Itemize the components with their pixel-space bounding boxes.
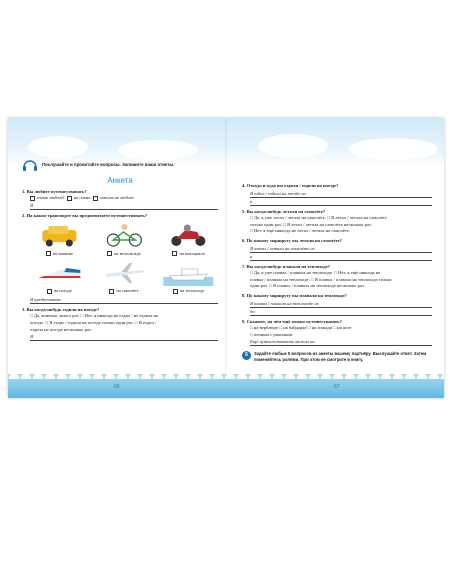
answer-line[interactable]: Я летал / летала на самолёте из <box>250 246 432 253</box>
answer-line[interactable]: Я предпочитаю <box>30 297 218 304</box>
headphones-icon <box>22 158 38 172</box>
q9-option-line: □ пешком с рюкзаком <box>250 331 293 337</box>
answer-line[interactable]: Ещё путешествовать можно на <box>250 339 432 346</box>
checkbox[interactable] <box>172 251 177 256</box>
page-number-right: 67 <box>334 384 340 390</box>
checkbox[interactable] <box>173 289 178 294</box>
sea-footer <box>8 374 444 398</box>
motorcycle-icon <box>159 222 218 248</box>
airplane-icon <box>95 260 154 286</box>
q1-options: очень люблю! не очень совсем не люблю <box>30 195 218 202</box>
question-7: 7. Вы когда-нибудь плавали на теплоходе? <box>242 263 331 269</box>
answer-line[interactable]: Я ездил / ездила на поезде из <box>250 191 432 198</box>
checkbox[interactable] <box>46 251 51 256</box>
question-8: 8. По какому маршруту вы плавали на теплоходе? <box>242 292 347 298</box>
answer-line[interactable]: Я <box>30 334 218 341</box>
instruction-row <box>22 158 218 172</box>
answer-line[interactable]: Я плавал / плавала на теплоходе из <box>250 301 432 308</box>
q3-option-line: □ Да, конечно, много раз. □ Нет, я никогда не ездил / не ездила на <box>30 313 159 319</box>
q9-option-line: □ на верблюде □ на байдарке □ на лошади □ на яхте <box>250 325 352 331</box>
task-text: Задайте любые 5 вопросов из анкеты вашему партнёру. Выслушайте ответ. Затем поменяйтесь ролями. При этом не смотрите в книгу. <box>254 351 427 362</box>
instruction-text: Послушайте и прочитайте вопросы. Запишите ваши ответы. <box>42 161 175 167</box>
q5-option-line: □ Нет, я ещё никогда не летал / летала на самолёте. <box>250 228 351 234</box>
right-page <box>242 180 432 362</box>
answer-line[interactable]: в <box>250 199 432 206</box>
checkbox[interactable] <box>107 251 112 256</box>
q3-option-line: поезде. □ Я ездил / ездила на поезде только один раз. □ Я ездил / <box>30 319 157 325</box>
checkbox[interactable] <box>93 196 98 201</box>
question-3: 3. Вы когда-нибудь ездили на поезде? <box>22 306 100 312</box>
q7-option-line: плавал / плавала на теплоходе. □ Я плавал / плавала на теплоходе только <box>250 276 392 282</box>
question-2: 2. На каком транспорте вы предпочитаете путешествовать? <box>22 212 147 218</box>
task-block <box>242 351 432 362</box>
q7-option-line: один раз. □ Я плавал / плавала на теплоходе несколько раз. <box>250 283 365 289</box>
page-number-left: 66 <box>114 384 120 390</box>
task-number-badge: 6 <box>242 351 251 360</box>
q7-option-line: □ Да, я уже плавал / плавала на теплоходе. □ Нет, я ещё никогда не <box>250 270 381 276</box>
train-icon <box>30 260 89 286</box>
bicycle-icon <box>95 222 154 248</box>
checkbox[interactable] <box>30 196 35 201</box>
question-4: 4. Откуда и куда вы ездили / ездили на поезде? <box>242 183 339 188</box>
checkbox[interactable] <box>47 289 52 294</box>
q5-option-line: только один раз. □ Я летал / летала на самолёте несколько раз. <box>250 221 372 227</box>
page-gutter <box>225 118 227 398</box>
answer-line[interactable]: Я <box>30 203 218 210</box>
answer-line[interactable]: до <box>250 309 432 316</box>
question-9: 9. Скажите, на чём ещё можно путешествовать? <box>242 318 342 324</box>
q3-option-line: ездила на поезде несколько раз. <box>30 326 92 332</box>
checkbox[interactable] <box>109 289 114 294</box>
answer-line[interactable]: в <box>250 254 432 261</box>
question-1: 1. Вы любите путешествовать? <box>22 188 87 194</box>
question-5: 5. Вы когда-нибудь летали на самолёте? <box>242 208 326 214</box>
ship-icon <box>159 260 218 286</box>
car-icon <box>30 222 89 248</box>
book-spread <box>8 118 444 398</box>
question-6: 6. По какому маршруту вы летали на самолёте? <box>242 237 342 243</box>
left-page <box>22 158 218 342</box>
checkbox[interactable] <box>67 196 72 201</box>
q5-option-line: □ Да, я уже летал / летала на самолёте. □ Я летал / летала на самолёте <box>250 215 387 221</box>
transport-grid: на машине на велосипеде на мотоцикле на поезде на самолёте на теплоходе <box>30 222 218 294</box>
page-title: Анкета <box>107 176 133 185</box>
